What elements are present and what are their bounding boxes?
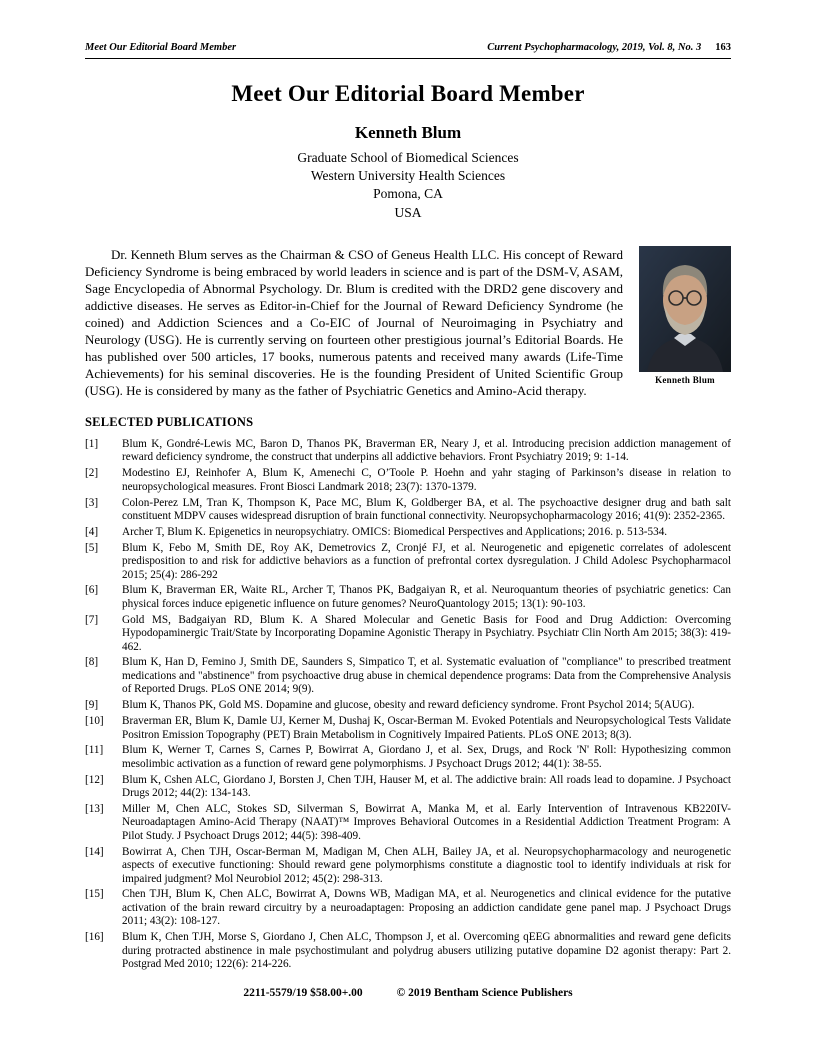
affiliation-line-1: Graduate School of Biomedical Sciences: [297, 150, 519, 165]
reference-text: Colon-Perez LM, Tran K, Thompson K, Pace MC, Blum K, Goldberger BA, et al. The psychoactive designer drug and bath salt constituent MDPV causes widespread disruption of brain functional connectivity. Neuropsychopharmacology 2016; 41(9): 2352-2365.: [122, 496, 731, 522]
reference-item: [85, 846, 731, 886]
reference-text: Braverman ER, Blum K, Damle UJ, Kerner M, Dushaj K, Oscar-Berman M. Evoked Potentials and Neuropsychological Tests Validate Positron Emission Topography (PET) Brain Metabolism in Cognitively Impaired Patients. PLoS ONE 2013; 8(3).: [122, 715, 731, 741]
reference-text: Blum K, Thanos PK, Gold MS. Dopamine and glucose, obesity and reward deficiency syndrome. Front Psychol 2014; 5(AUG).: [122, 699, 695, 712]
reference-item: [85, 715, 731, 742]
reference-number: [6]: [85, 584, 99, 597]
reference-text: Blum K, Febo M, Smith DE, Roy AK, Demetrovics Z, Cronjé FJ, et al. Neurogenetic and epigenetic correlates of adolescent predisposition to and risk for addictive behaviors as a function of prefrontal cortex dysregulation. J Child Adolesc Psychopharmacol 2015; 25(4): 286-292: [122, 541, 731, 581]
publications-heading: SELECTED PUBLICATIONS: [85, 414, 254, 429]
reference-text: Miller M, Chen ALC, Stokes SD, Silverman S, Bowirrat A, Manka M, et al. Early Intervention of Intravenous KB220IV-Neuroadaptagen Amino-Acid Therapy (NAAT)™ Improves Behavioral Outcomes in a Residential Addiction Treatment Program: A Pilot Study. J Psychoact Drugs 2012; 44(5): 398-409.: [122, 803, 731, 842]
reference-number: [2]: [85, 467, 99, 480]
photo-caption: Kenneth Blum: [655, 374, 715, 385]
journal-citation: Current Psychopharmacology, 2019, Vol. 8, No. 3: [487, 42, 702, 53]
reference-number: [9]: [85, 699, 99, 712]
reference-list: [85, 438, 731, 972]
reference-number: [4]: [85, 525, 99, 538]
reference-item: [85, 584, 731, 611]
reference-item: [85, 888, 731, 928]
reference-item: [85, 438, 731, 465]
running-head-left: Meet Our Editorial Board Member: [85, 42, 237, 53]
reference-text: Modestino EJ, Reinhofer A, Blum K, Amenechi C, O’Toole P. Hoehn and yahr staging of Parkinson’s disease in relation to neuropsychological measures. Front Biosci Landmark 2018; 23(7): 1370-1379.: [122, 467, 731, 493]
reference-item: [85, 774, 731, 801]
reference-text: Bowirrat A, Chen TJH, Oscar-Berman M, Madigan M, Chen ALH, Bailey JA, et al. Neuropsychopharmacology and neurogenetic aspects of executive functioning: Should reward gene polymorphisms constitute a diagnostic tool to identify individuals at risk for impaired judgment? Mol Neurobiol 2012; 45(2): 298-313.: [122, 845, 731, 885]
reference-item: [85, 656, 731, 696]
issn-price: 2211-5579/19 $58.00+.00: [243, 987, 363, 1000]
page-number: 163: [715, 42, 731, 53]
reference-number: [1]: [85, 437, 99, 450]
reference-item: [85, 614, 731, 654]
reference-number: [7]: [85, 613, 99, 626]
reference-number: [11]: [85, 744, 104, 757]
member-name: Kenneth Blum: [354, 123, 462, 142]
copyright-notice: © 2019 Bentham Science Publishers: [396, 987, 573, 1000]
reference-text: Blum K, Gondré-Lewis MC, Baron D, Thanos PK, Braverman ER, Neary J, et al. Introducing precision addiction management of reward deficiency syndrome, the construct that underpins all addictive behaviors. Front Psychiatry 2019; 9: 1-14.: [122, 437, 731, 464]
bio-paragraph: Dr. Kenneth Blum serves as the Chairman & CSO of Geneus Health LLC. His concept of Reward Deficiency Syndrome is being embraced by world leaders in science and is part of the DSM-V, ASAM, Sage Encyclopedia of Abnormal Psychology. Dr. Blum is credited with the DRD2 gene discovery and addictive diseases. He serves as Editor-in-Chief for the Journal of Reward Deficiency Syndrome (he coined) and Addiction Sciences and a Co-EIC of Journal of Neuroimaging in Psychiatry and Neurology (USG). He is currently serving on fourteen other prestigious journal’s Editorial Boards. He has published over 500 articles, 17 books, numerous patents and received many awards (Life-Time Achievements) for his seminal discoveries. He is the founding President of United Scientific Group (USG). He is considered by many as the father of Psychiatric Genetics and Amino-Acid therapy.: [85, 246, 623, 398]
affiliation-line-3: Pomona, CA: [373, 186, 443, 202]
photo-figure: [639, 246, 731, 385]
reference-text: Blum K, Chen TJH, Morse S, Giordano J, Chen ALC, Thompson J, et al. Overcoming qEEG abnormalities and reward gene deficits during protracted abstinence in male psychostimulant and polydrug abusers utilizing putative dopamine D2 agonist therapy: Part 2. Postgrad Med 2010; 122(6): 214-226.: [122, 931, 731, 970]
reference-number: [14]: [85, 845, 104, 858]
reference-item: [85, 497, 731, 524]
page-title: Meet Our Editorial Board Member: [231, 81, 585, 106]
reference-item: [85, 542, 731, 582]
reference-text: Chen TJH, Blum K, Chen ALC, Bowirrat A, Downs WB, Madigan MA, et al. Neurogenetics and clinical evidence for the putative activation of the brain reward circuitry by a neuroadaptagen: Proposing an addiction candidate gene panel map. J Psychoact Drugs 2011; 43(2): 108-127.: [122, 888, 731, 928]
member-photo: [639, 246, 731, 372]
affiliation-block: [85, 149, 731, 222]
reference-number: [5]: [85, 541, 99, 554]
running-head: [85, 42, 731, 59]
reference-text: Archer T, Blum K. Epigenetics in neuropsychiatry. OMICS: Biomedical Perspectives and Applications; 2016. p. 513-534.: [122, 525, 668, 538]
reference-text: Blum K, Han D, Femino J, Smith DE, Saunders S, Simpatico T, et al. Systematic evaluation of "compliance" to prescribed treatment medications and "abstinence" from psychoactive drug abuse in chemical dependence programs: Data from the Comprehensive Analysis of Reported Drugs. PLoS ONE 2014; 9(9).: [122, 656, 731, 696]
reference-number: [13]: [85, 803, 104, 816]
reference-number: [8]: [85, 656, 99, 669]
reference-number: [15]: [85, 888, 104, 901]
page-footer: [85, 987, 731, 999]
reference-item: [85, 803, 731, 843]
reference-item: [85, 931, 731, 971]
affiliation-line-4: USA: [394, 204, 422, 220]
reference-text: Gold MS, Badgaiyan RD, Blum K. A Shared Molecular and Genetic Basis for Food and Drug Addiction: Overcoming Hypodopaminergic Trait/State by Incorporating Dopamine Agonistic Therapy in Psychiatry. Psychiatr Clin North Am 2015; 38(3): 419-462.: [122, 613, 731, 653]
reference-item: [85, 467, 731, 494]
reference-text: Blum K, Braverman ER, Waite RL, Archer T, Thanos PK, Badgaiyan R, et al. Neuroquantum theories of psychiatric genetics: Can physical forces induce epigenetic influence on future genomes? NeuroQuantology 2015; 13(1): 90-103.: [122, 584, 731, 610]
reference-number: [10]: [85, 715, 104, 728]
reference-item: [85, 699, 731, 712]
reference-text: Blum K, Werner T, Carnes S, Carnes P, Bowirrat A, Giordano J, et al. Sex, Drugs, and Rock 'N' Roll: Hypothesizing common mesolimbic activation as a function of reward gene polymorphisms. J Psychoact Drugs 2012; 44(1): 38-55.: [122, 744, 731, 770]
reference-item: [85, 526, 731, 539]
reference-number: [12]: [85, 773, 104, 786]
reference-number: [3]: [85, 496, 99, 509]
reference-number: [16]: [85, 931, 104, 944]
bio-section: [85, 246, 731, 399]
running-head-right: [487, 42, 731, 53]
reference-item: [85, 744, 731, 771]
reference-text: Blum K, Cshen ALC, Giordano J, Borsten J, Chen TJH, Hauser M, et al. The addictive brain: All roads lead to dopamine. J Psychoact Drugs 2012; 44(2): 134-143.: [122, 773, 731, 800]
affiliation-line-2: Western University Health Sciences: [310, 168, 506, 184]
